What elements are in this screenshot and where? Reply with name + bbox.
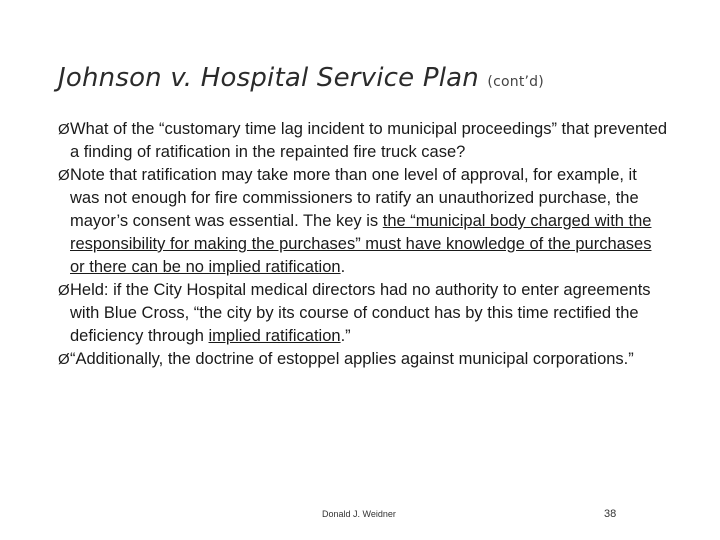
page-number: 38 bbox=[604, 508, 617, 520]
bullet-list bbox=[58, 118, 668, 371]
bullet-underlined-text: the “municipal body charged with the responsibility for making the purchases” must have knowledge of the purchases or there can be no implied ratification bbox=[70, 212, 652, 276]
bullet-item bbox=[58, 164, 668, 279]
arrow-bullet-icon: Ø bbox=[58, 167, 70, 184]
bullet-text-end: .” bbox=[340, 327, 351, 345]
arrow-bullet-icon: Ø bbox=[58, 351, 70, 368]
bullet-text: Note that ratification may take more than one level of approval, for example, it was not enough for fire commissioners to ratify an unauthorized purchase, the mayor’s consent was essential. The key is bbox=[70, 166, 639, 230]
arrow-bullet-icon: Ø bbox=[58, 121, 70, 138]
bullet-text-end: . bbox=[340, 258, 346, 276]
bullet-text: “Additionally, the doctrine of estoppel applies against municipal corporations.” bbox=[70, 350, 634, 368]
bullet-underlined-text: implied ratification bbox=[208, 327, 341, 345]
bullet-item bbox=[58, 118, 668, 164]
footer-author: Donald J. Weidner bbox=[322, 509, 396, 519]
slide-title-suffix: (cont’d) bbox=[487, 74, 544, 90]
bullet-text: Held: if the City Hospital medical directors had no authority to enter agreements with Blue Cross, “the city by its course of conduct has by this time rectified the deficiency through bbox=[70, 281, 651, 345]
bullet-text: What of the “customary time lag incident to municipal proceedings” that prevented a finding of ratification in the repainted fire truck case? bbox=[70, 120, 668, 161]
bullet-item bbox=[58, 279, 668, 348]
slide-title bbox=[58, 58, 698, 102]
slide-title-main: Johnson v. Hospital Service Plan bbox=[58, 63, 479, 93]
arrow-bullet-icon: Ø bbox=[58, 282, 70, 299]
bullet-item bbox=[58, 348, 668, 371]
